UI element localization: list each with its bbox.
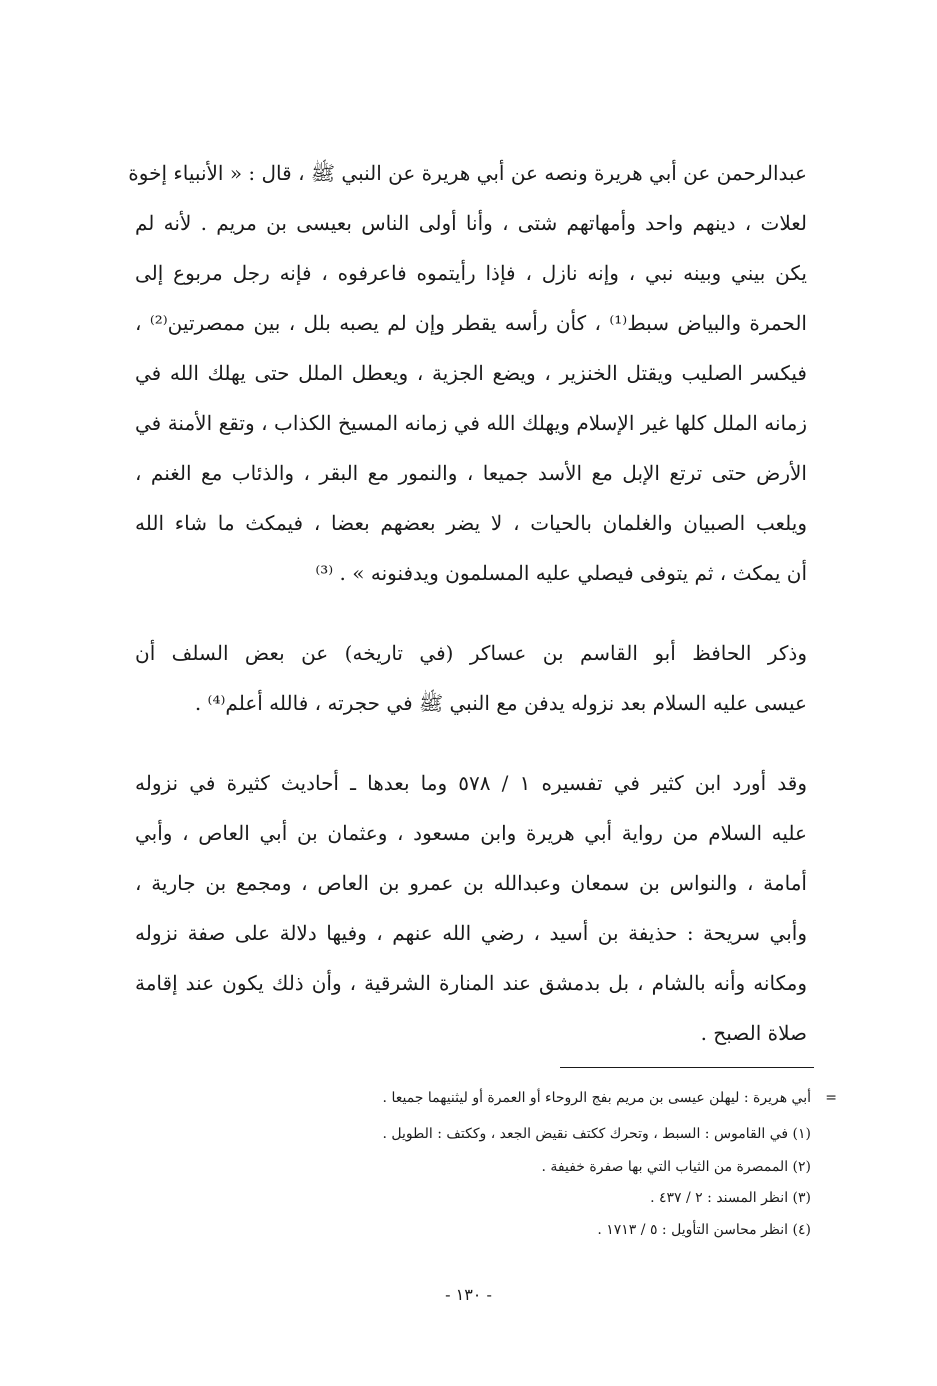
continuation-mark: = — [825, 1090, 837, 1106]
body-line: أن يمكث ، ثم يتوفى فيصلي عليه المسلمون ويدفنونه » . ⁽³⁾ — [315, 561, 807, 585]
body-line: صلاة الصبح . — [700, 1021, 807, 1045]
body-line: فيكسر الصليب ويقتل الخنزير ، ويضع الجزية ، ويعطل الملل حتى يهلك الله في — [135, 361, 807, 385]
body-line: لعلات ، دينهم واحد وأمهاتهم شتى ، وأنا أولى الناس بعيسى بن مريم . لأنه لم — [135, 211, 807, 235]
body-line: أمامة ، والنواس بن سمعان وعبدالله بن عمرو بن العاص ، ومجمع بن جارية ، — [135, 871, 807, 895]
body-line: عيسى عليه السلام بعد نزوله يدفن مع النبي ﷺ في حجرته ، فالله أعلم⁽⁴⁾ . — [194, 691, 807, 715]
body-line: يكن بيني وبينه نبي ، وإنه نازل ، فإذا رأيتموه فاعرفوه ، فإنه رجل مربوع إلى — [135, 261, 807, 285]
footnote-separator — [560, 1067, 814, 1068]
footnote-3: (٣) انظر المسند : ٢ / ٤٣٧ . — [650, 1190, 811, 1206]
footnote-text: أبي هريرة : ليهلن عيسى بن مريم بفج الروحاء أو العمرة أو ليثنيهما جميعا . — [382, 1090, 811, 1106]
body-line: الحمرة والبياض سبط⁽¹⁾ ، كأن رأسه يقطر وإن لم يصبه بلل ، بين ممصرتين⁽²⁾ ، — [135, 311, 807, 335]
footnote-4: (٤) انظر محاسن التأويل : ٥ / ١٧١٣ . — [597, 1222, 811, 1238]
footnote-continuation — [131, 1084, 837, 1112]
footnote-1: (١) في القاموس : السبط ، وتحرك ككتف نقيض الجعد ، وككتف : الطويل . — [382, 1126, 811, 1142]
body-line: عبدالرحمن عن أبي هريرة ونصه عن أبي هريرة عن النبي ﷺ ، قال : « الأنبياء إخوة — [128, 161, 807, 185]
body-line: وأبي سريحة : حذيفة بن أسيد ، رضي الله عنهم ، وفيها دلالة على صفة نزوله — [135, 921, 807, 945]
footnote-2: (٢) الممصرة من الثياب التي بها صفرة خفيفة . — [541, 1159, 811, 1175]
body-line: ومكانه وأنه بالشام ، بل بدمشق عند المنارة الشرقية ، وأن ذلك يكون عند إقامة — [135, 971, 807, 995]
page-number: - ١٣٠ - — [445, 1285, 492, 1304]
body-line: عليه السلام من رواية أبي هريرة وابن مسعود ، وعثمان بن أبي العاص ، وأبي — [135, 821, 807, 845]
body-line: الأرض حتى ترتع الإبل مع الأسد جميعا ، والنمور مع البقر ، والذئاب مع الغنم ، — [135, 461, 807, 485]
body-line: وذكر الحافظ أبو القاسم بن عساكر (في تاريخه) عن بعض السلف أن — [135, 641, 807, 665]
body-line: ويلعب الصبيان والغلمان بالحيات ، لا يضر بعضهم بعضا ، فيمكث ما شاء الله — [135, 511, 807, 535]
body-line: وقد أورد ابن كثير في تفسيره ١ / ٥٧٨ وما بعدها ـ أحاديث كثيرة في نزوله — [135, 771, 808, 795]
body-line: زمانه الملل كلها غير الإسلام ويهلك الله في زمانه المسيخ الكذاب ، وتقع الأمنة في — [135, 411, 807, 435]
